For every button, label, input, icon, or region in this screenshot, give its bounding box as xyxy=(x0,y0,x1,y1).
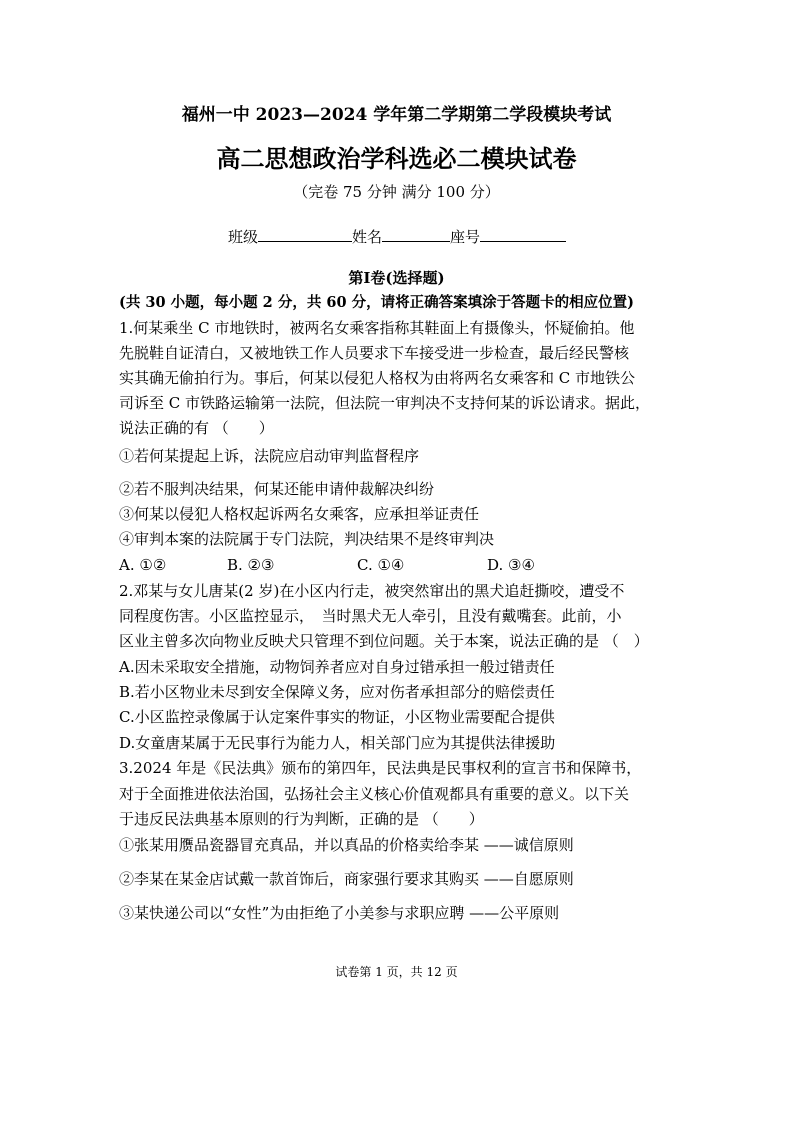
q1-line: 司诉至 C 市铁路运输第一法院，但法院一审判决不支持何某的诉讼请求。据此， xyxy=(119,394,651,412)
q3-line: 3.2024 年是《民法典》颁布的第四年，民法典是民事权利的宣言书和保障书， xyxy=(119,759,642,777)
q3-line: 对于全面推进依法治国，弘扬社会主义核心价值观都具有重要的意义。以下关 xyxy=(119,785,630,803)
q1-line: 先脱鞋自证清白，又被地铁工作人员要求下车接受进一步检查，最后经民警核 xyxy=(119,344,630,362)
exam-subtitle: （完卷 75 分钟 满分 100 分） xyxy=(293,183,500,201)
class-label: 班级 xyxy=(228,228,259,246)
q3-line: 于违反民法典基本原则的行为判断，正确的是 （ ） xyxy=(119,810,484,828)
q1-option-c: C. ①④ xyxy=(357,556,405,574)
q1-option-a: A. ①② xyxy=(119,556,167,574)
q1-line: 说法正确的有 （ ） xyxy=(119,419,274,437)
q1-option-d: D. ③④ xyxy=(487,556,535,574)
q1-option-b: B. ②③ xyxy=(227,556,275,574)
seat-label: 座号 xyxy=(450,228,481,246)
q2-option-a: A.因未采取安全措施，动物饲养者应对自身过错承担一般过错责任 xyxy=(119,658,555,676)
q1-item: ①若何某提起上诉，法院应启动审判监督程序 xyxy=(119,447,420,465)
q3-item: ②李某在某金店试戴一款首饰后，商家强行要求其购买 ——自愿原则 xyxy=(119,870,574,888)
q2-line: 同程度伤害。小区监控显示， 当时黑犬无人牵引，且没有戴嘴套。此前，小 xyxy=(119,607,622,625)
q1-item: ④审判本案的法院属于专门法院，判决结果不是终审判决 xyxy=(119,530,495,548)
q3-item: ③某快递公司以“女性”为由拒绝了小美参与求职应聘 ——公平原则 xyxy=(119,904,560,922)
student-info-row xyxy=(228,226,566,247)
class-blank xyxy=(258,226,352,242)
q2-option-b: B.若小区物业未尽到安全保障义务，应对伤者承担部分的赔偿责任 xyxy=(119,683,555,701)
q2-line: 2.邓某与女儿唐某(2 岁)在小区内行走，被突然窜出的黑犬追赶撕咬，遭受不 xyxy=(119,582,625,600)
name-blank xyxy=(382,226,450,242)
q1-item: ③何某以侵犯人格权起诉两名女乘客，应承担举证责任 xyxy=(119,505,480,523)
name-label: 姓名 xyxy=(352,228,383,246)
q2-option-c: C.小区监控录像属于认定案件事实的物证，小区物业需要配合提供 xyxy=(119,708,555,726)
paper-title: 高二思想政治学科选必二模块试卷 xyxy=(216,144,577,173)
q2-line: 区业主曾多次向物业反映犬只管理不到位问题。关于本案，说法正确的是 （ ） xyxy=(119,632,649,650)
seat-blank xyxy=(480,226,566,242)
page-footer: 试卷第 1 页，共 12 页 xyxy=(335,965,458,979)
q1-line: 1.何某乘坐 C 市地铁时，被两名女乘客指称其鞋面上有摄像头，怀疑偷拍。他 xyxy=(119,319,635,337)
q1-line: 实其确无偷拍行为。事后，何某以侵犯人格权为由将两名女乘客和 C 市地铁公 xyxy=(119,369,636,387)
q1-item: ②若不服判决结果，何某还能申请仲裁解决纠纷 xyxy=(119,480,435,498)
q3-item: ①张某用赝品瓷器冒充真品，并以真品的价格卖给李某 ——诚信原则 xyxy=(119,836,574,854)
exam-name: 福州一中 2023—2024 学年第二学期第二学段模块考试 xyxy=(181,105,612,125)
section-instruction: (共 30 小题，每小题 2 分，共 60 分，请将正确答案填涂于答题卡的相应位置) xyxy=(119,294,634,311)
section-title: 第Ⅰ卷(选择题) xyxy=(348,269,445,287)
q2-option-d: D.女童唐某属于无民事行为能力人，相关部门应为其提供法律援助 xyxy=(119,734,556,752)
